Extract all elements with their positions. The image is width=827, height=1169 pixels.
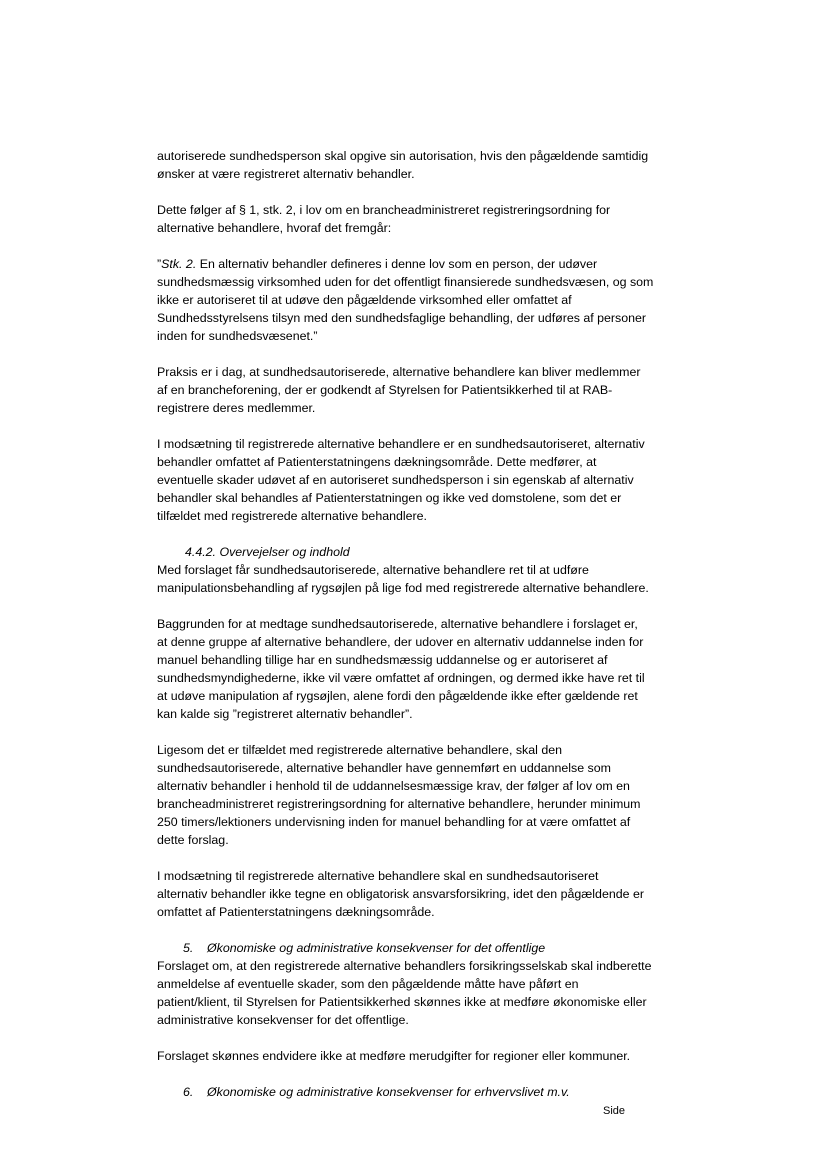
page-footer-label: Side bbox=[603, 1105, 626, 1117]
text-line: behandler skal behandles af Patienterstatningen og ikke ved domstolene, som det er bbox=[157, 491, 622, 505]
text-line: ikke er autoriseret til at udøve den pågældende virksomhed eller omfattet af bbox=[157, 293, 572, 307]
text-line: inden for sundhedsvæsenet.” bbox=[157, 329, 318, 343]
text-line: sundhedsmæssig virksomhed uden for det offentligt finansierede sundhedsvæsen, og som bbox=[157, 275, 654, 289]
section-title: Økonomiske og administrative konsekvenser for erhvervslivet m.v. bbox=[207, 1085, 570, 1099]
text-line: alternativ behandler ikke tegne en obligatorisk ansvarsforsikring, idet den pågældende er bbox=[157, 887, 644, 901]
section-4-4-2 bbox=[157, 543, 677, 597]
text-line: Baggrunden for at medtage sundhedsautoriserede, alternative behandlere i forslaget er, bbox=[157, 617, 638, 631]
text-line: Ligesom det er tilfældet med registrerede alternative behandlere, skal den bbox=[157, 743, 562, 757]
section-5 bbox=[157, 939, 677, 1029]
text-line: manuel behandling tillige har en sundhedsmæssig uddannelse og er autoriseret af bbox=[157, 653, 608, 667]
paragraph bbox=[157, 615, 677, 723]
text-line: Sundhedsstyrelsens tilsyn med den sundhedsfaglige behandling, der udføres af personer bbox=[157, 311, 647, 325]
text-line: brancheadministreret registreringsordning for alternative behandlere, herunder minimum bbox=[157, 797, 641, 811]
paragraph bbox=[157, 147, 677, 183]
text-line: Praksis er i dag, at sundhedsautoriserede, alternative behandlere kan bliver medlemmer bbox=[157, 365, 641, 379]
paragraph bbox=[157, 867, 677, 921]
text-line: Forslaget om, at den registrerede alternative behandlers forsikringsselskab skal indberette bbox=[157, 959, 652, 973]
section-number: 5. bbox=[183, 941, 194, 955]
paragraph bbox=[157, 435, 677, 525]
open-quote: ” bbox=[157, 257, 162, 271]
section-title: Økonomiske og administrative konsekvenser for det offentlige bbox=[207, 941, 546, 955]
law-quote bbox=[157, 255, 677, 345]
text-line: sundhedsmyndighederne, ikke vil være omfattet af ordningen, og dermed ikke have ret til bbox=[157, 671, 645, 685]
paragraph bbox=[157, 363, 677, 417]
stk-label: Stk. 2. bbox=[161, 257, 197, 271]
text-line: Med forslaget får sundhedsautoriserede, alternative behandlere ret til at udføre bbox=[157, 563, 589, 577]
text-line: I modsætning til registrerede alternative behandlere skal en sundhedsautoriseret bbox=[157, 869, 599, 883]
paragraph bbox=[157, 1047, 677, 1065]
text-line: autoriserede sundhedsperson skal opgive sin autorisation, hvis den pågældende samtidig bbox=[157, 149, 649, 163]
text-line: sundhedsautoriserede, alternative behandler have gennemført en uddannelse som bbox=[157, 761, 611, 775]
text-line: at denne gruppe af alternative behandlere, der udover en alternativ uddannelse inden for bbox=[157, 635, 644, 649]
text-line: omfattet af Patienterstatningens dækningsområde. bbox=[157, 905, 435, 919]
section-heading bbox=[157, 1083, 677, 1101]
section-heading bbox=[157, 939, 677, 957]
text-line: anmeldelse af eventuelle skader, som den pågældende måtte have påført en bbox=[157, 977, 579, 991]
text-line: alternative behandlere, hvoraf det fremgår: bbox=[157, 221, 392, 235]
text-line bbox=[157, 255, 677, 273]
section-heading: 4.4.2. Overvejelser og indhold bbox=[185, 545, 350, 559]
section-number: 6. bbox=[183, 1085, 194, 1099]
text-line: kan kalde sig ”registreret alternativ behandler”. bbox=[157, 707, 413, 721]
text-line: Dette følger af § 1, stk. 2, i lov om en brancheadministreret registreringsordning for bbox=[157, 203, 611, 217]
text-line: tilfældet med registrerede alternative behandlere. bbox=[157, 509, 427, 523]
text-line: behandler omfattet af Patienterstatningens dækningsområde. Dette medfører, at bbox=[157, 455, 597, 469]
text-line: af en brancheforening, der er godkendt af Styrelsen for Patientsikkerhed til at RAB- bbox=[157, 383, 613, 397]
paragraph bbox=[157, 741, 677, 849]
text-line: Forslaget skønnes endvidere ikke at medføre merudgifter for regioner eller kommuner. bbox=[157, 1049, 631, 1063]
text-line: ønsker at være registreret alternativ behandler. bbox=[157, 167, 415, 181]
quote-text: En alternativ behandler defineres i denne lov som en person, der udøver bbox=[196, 257, 598, 271]
text-line: manipulationsbehandling af rygsøjlen på lige fod med registrerede alternative behandlere. bbox=[157, 581, 649, 595]
text-line: dette forslag. bbox=[157, 833, 229, 847]
text-line: eventuelle skader udøvet af en autoriseret sundhedsperson i sin egenskab af alternativ bbox=[157, 473, 634, 487]
section-6 bbox=[157, 1083, 677, 1101]
paragraph bbox=[157, 201, 677, 237]
text-line: at udøve manipulation af rygsøjlen, alene fordi den pågældende ikke efter gældende ret bbox=[157, 689, 638, 703]
text-line: 250 timers/lektioners undervisning inden for manuel behandling for at være omfattet af bbox=[157, 815, 631, 829]
document-page bbox=[157, 147, 677, 1101]
text-line: I modsætning til registrerede alternative behandlere er en sundhedsautoriseret, alternativ bbox=[157, 437, 645, 451]
text-line: registrere deres medlemmer. bbox=[157, 401, 316, 415]
text-line: patient/klient, til Styrelsen for Patientsikkerhed skønnes ikke at medføre økonomiske eller bbox=[157, 995, 647, 1009]
text-line: alternativ behandler i henhold til de uddannelsesmæssige krav, der følger af lov om en bbox=[157, 779, 630, 793]
text-line: administrative konsekvenser for det offentlige. bbox=[157, 1013, 409, 1027]
